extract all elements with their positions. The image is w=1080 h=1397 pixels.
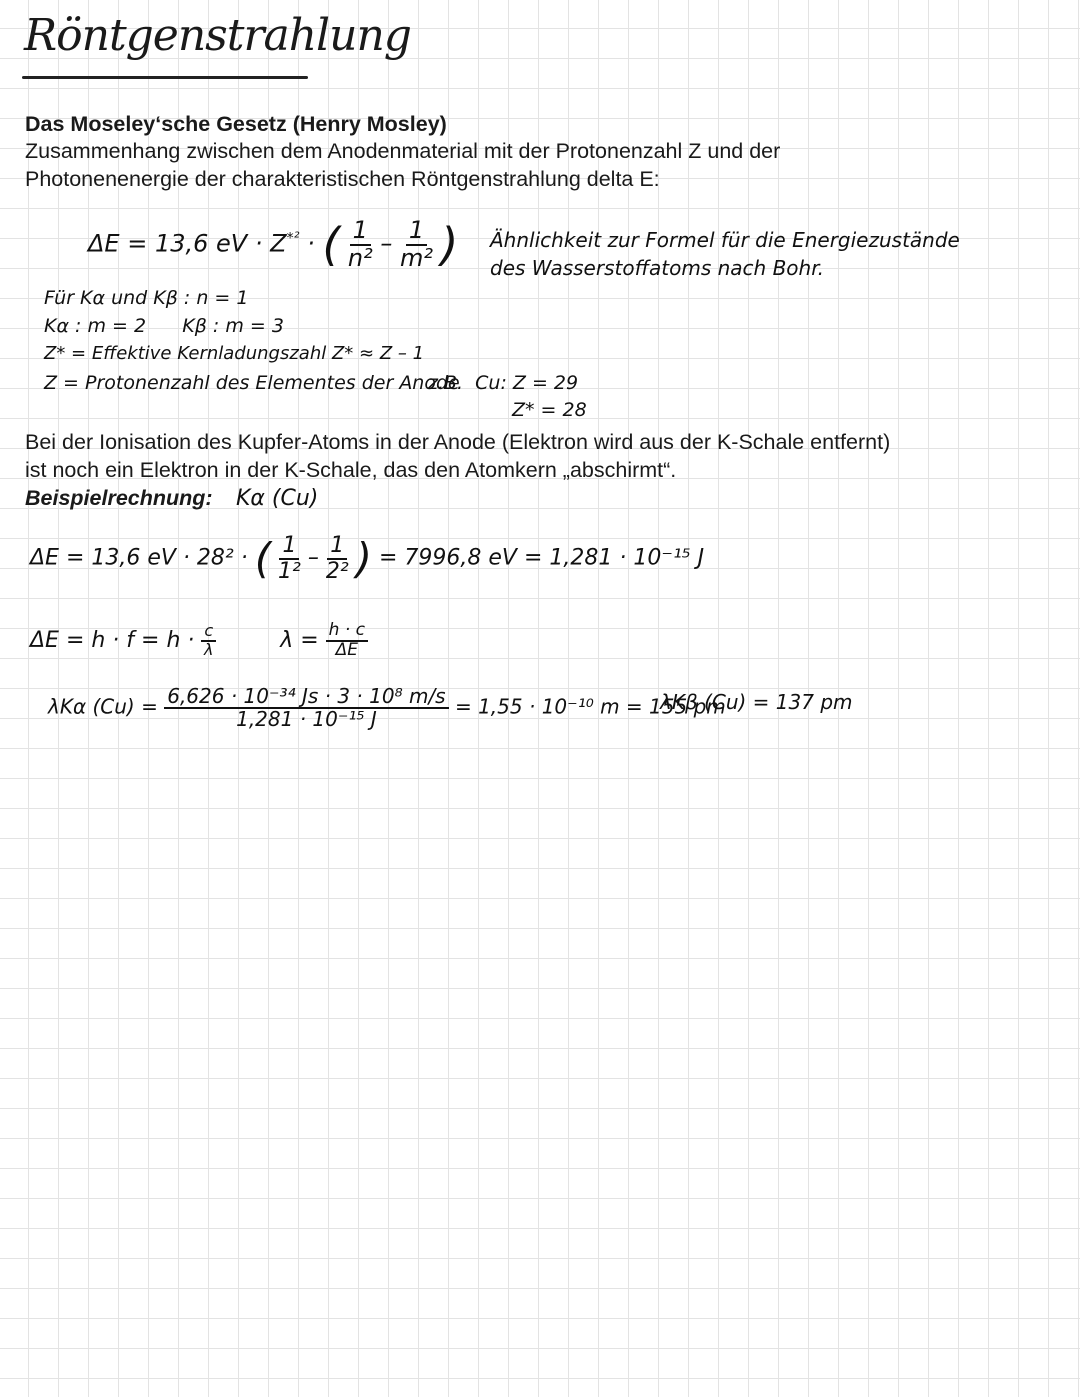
formula-z-exponent: *²	[286, 230, 300, 247]
calc3-kbeta-result: λKβ (Cu) = 137 pm	[660, 690, 853, 714]
formula-paren-open: (	[322, 218, 341, 271]
calc1-paren-open: (	[254, 534, 272, 583]
formula-fraction-m	[400, 218, 433, 270]
calc1-lhs: ΔE = 13,6 eV · 28² ·	[30, 545, 248, 571]
calc3-result: = 1,55 · 10⁻¹⁰ m = 155 pm	[454, 694, 726, 719]
ionisation-line-1: Bei der Ionisation des Kupfer-Atoms in der Anode (Elektron wird aus der K-Schale entfernt)	[25, 430, 891, 454]
calc1-frac2-den: 2²	[325, 558, 349, 584]
notes-line-2: Kα : m = 2 Kβ : m = 3	[44, 315, 284, 337]
calc3-lhs: λKα (Cu) =	[48, 694, 158, 719]
notes-line-1: Für Kα und Kβ : n = 1	[44, 287, 249, 309]
formula-paren-close: )	[440, 218, 459, 271]
ionisation-line-2: ist noch ein Elektron in der K-Schale, das den Atomkern „abschirmt“.	[25, 458, 677, 482]
calc2-lhs: ΔE = h · f = h ·	[30, 627, 195, 653]
notes-example-label: z.B. Cu: Z = 29	[428, 372, 579, 394]
calc2-frac-num: c	[201, 623, 216, 642]
example-heading: Beispielrechnung:	[25, 486, 213, 510]
calc2-lambda-num: h · c	[326, 622, 368, 642]
moseley-formula	[88, 218, 458, 271]
intro-line-2: Photonenenergie der charakteristischen Röntgenstrahlung delta E:	[25, 167, 660, 191]
calc1-paren-close: )	[355, 534, 372, 583]
formula-lhs: ΔE = 13,6 eV · Z	[88, 229, 287, 258]
calc3-fraction	[164, 686, 448, 730]
notes-line-4: Z = Protonenzahl des Elementes der Anode	[44, 372, 460, 394]
calc1-fraction-1	[278, 534, 301, 582]
bohr-note-line-1: Ähnlichkeit zur Formel für die Energiezustände	[490, 228, 960, 252]
calc3-num: 6,626 · 10⁻³⁴ Js · 3 · 10⁸ m/s	[164, 686, 448, 709]
page-title: Röntgenstrahlung	[24, 10, 411, 61]
calc2-frac-den: λ	[204, 639, 214, 659]
bohr-note-line-2: des Wasserstoffatoms nach Bohr.	[490, 256, 824, 280]
calc1-minus: –	[307, 545, 319, 571]
formula-frac2-num: 1	[406, 218, 427, 245]
calc2-lambda-fraction	[326, 622, 368, 660]
example-target: Kα (Cu)	[236, 486, 319, 511]
notes-line-3: Z* = Effektive Kernladungszahl Z* ≈ Z – 1	[44, 343, 425, 364]
formula-fraction-n	[348, 218, 373, 270]
title-underline	[22, 76, 308, 79]
calc2-fraction	[201, 623, 216, 659]
calc1-frac2-num: 1	[327, 534, 347, 559]
calc1-fraction-2	[326, 534, 349, 582]
intro-line-1: Zusammenhang zwischen dem Anodenmaterial mit der Protonenzahl Z und der	[25, 139, 781, 163]
section-heading: Das Moseley‘sche Gesetz (Henry Mosley)	[25, 112, 447, 136]
calc1-result: = 7996,8 eV = 1,281 · 10⁻¹⁵ J	[379, 545, 705, 571]
calc1-frac1-den: 1²	[278, 558, 301, 584]
formula-frac1-num: 1	[350, 218, 371, 245]
formula-minus: –	[380, 229, 393, 258]
calc3-den: 1,281 · 10⁻¹⁵ J	[236, 707, 377, 731]
calc1-frac1-num: 1	[279, 534, 299, 559]
formula-frac2-den: m²	[399, 243, 433, 272]
formula-dot: ·	[307, 229, 315, 258]
formula-frac1-den: n²	[347, 243, 373, 272]
calc1	[30, 534, 704, 583]
calc2-lambda-lhs: λ =	[280, 627, 319, 653]
notes-example-value: Z* = 28	[512, 399, 587, 421]
calc2	[30, 622, 368, 660]
calc3	[48, 686, 726, 730]
calc2-lambda-den: ΔE	[335, 639, 358, 660]
